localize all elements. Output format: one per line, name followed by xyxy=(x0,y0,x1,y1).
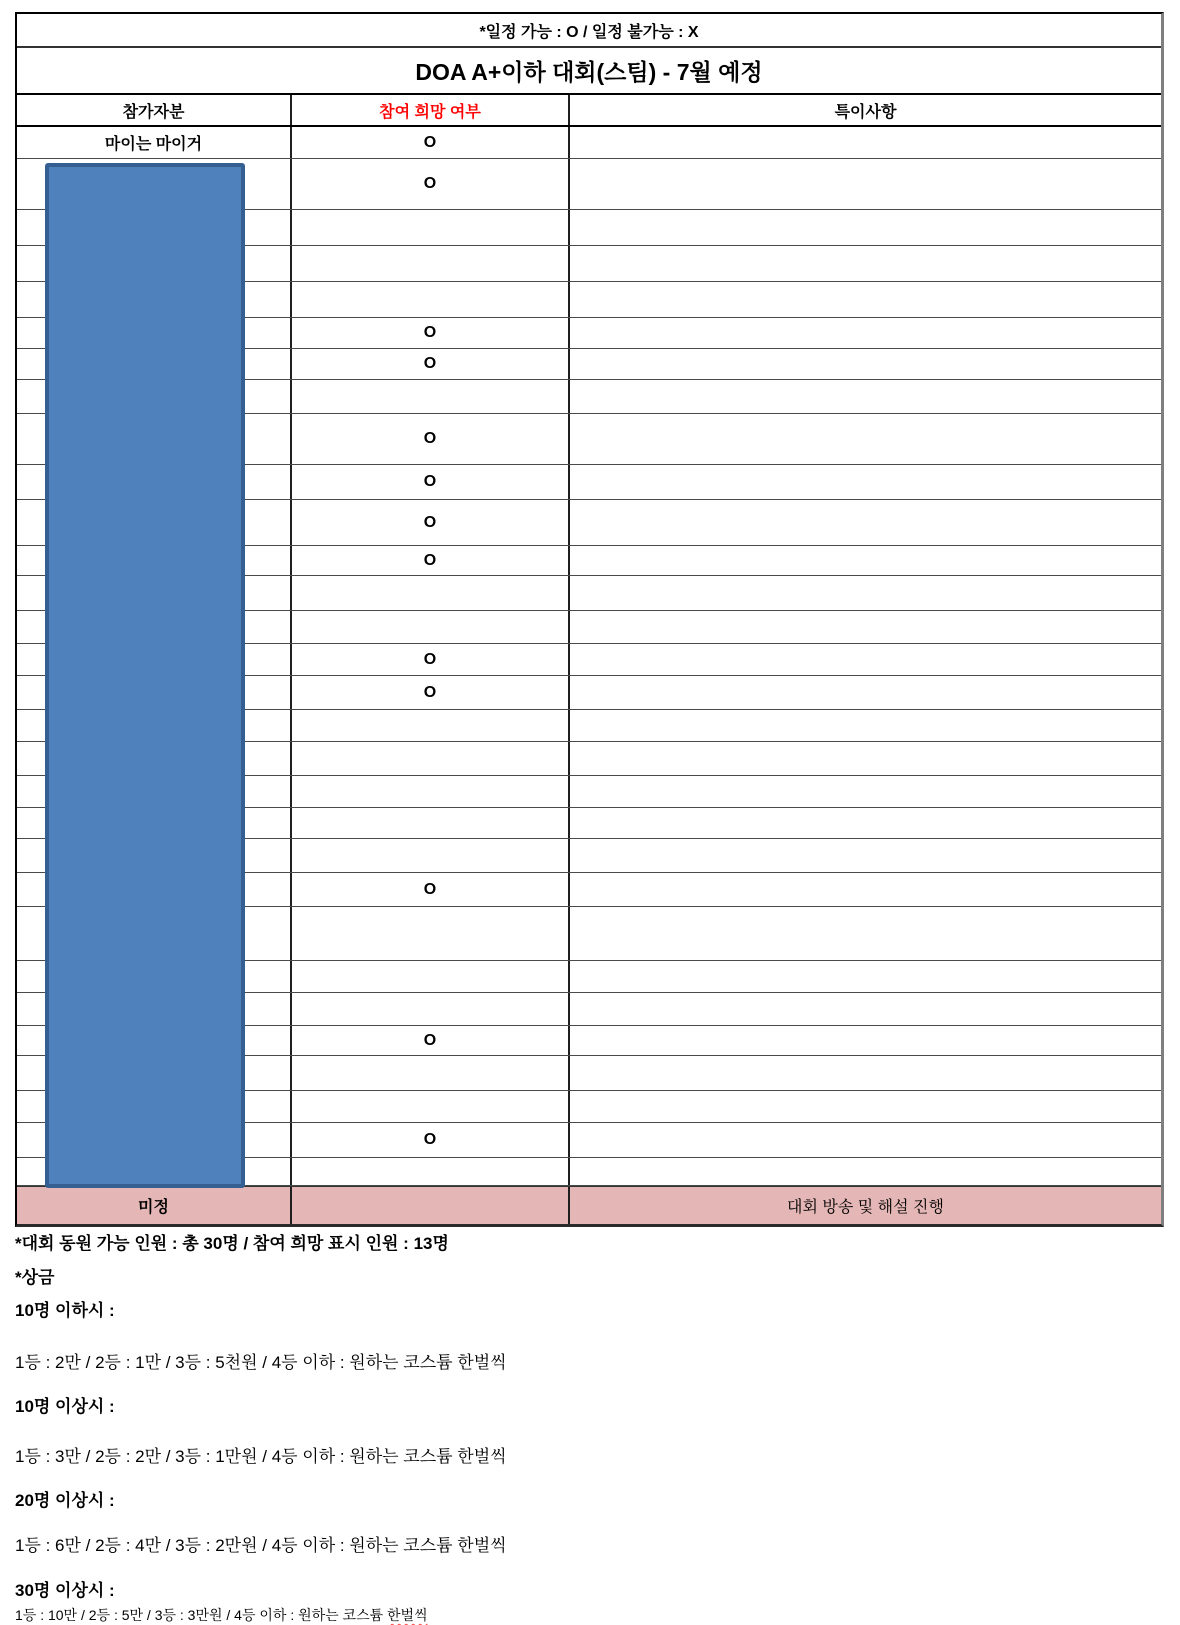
wish-cell[interactable]: O xyxy=(292,500,570,545)
wish-cell[interactable]: O xyxy=(292,127,570,158)
summary-row xyxy=(17,1186,1161,1224)
wish-cell[interactable] xyxy=(292,576,570,610)
note-cell[interactable] xyxy=(570,710,1161,741)
wish-cell[interactable]: O xyxy=(292,349,570,379)
note-cell[interactable] xyxy=(570,318,1161,348)
schedule-legend: *일정 가능 : O / 일정 불가능 : X xyxy=(479,23,699,41)
wish-cell[interactable] xyxy=(292,1158,570,1185)
wish-cell[interactable]: O xyxy=(292,1026,570,1055)
note-cell[interactable] xyxy=(570,1026,1161,1055)
note-cell[interactable] xyxy=(570,808,1161,838)
wish-cell[interactable]: O xyxy=(292,465,570,499)
note-cell[interactable] xyxy=(570,414,1161,464)
summary-wish-cell[interactable] xyxy=(292,1187,570,1224)
wish-cell[interactable]: O xyxy=(292,873,570,906)
wish-cell[interactable] xyxy=(292,210,570,245)
wish-cell[interactable]: O xyxy=(292,318,570,348)
note-cell[interactable] xyxy=(570,873,1161,906)
wish-cell[interactable] xyxy=(292,993,570,1025)
table-header-row xyxy=(17,95,1161,127)
tier-under-10-prizes: 1등 : 2만 / 2등 : 1만 / 3등 : 5천원 / 4등 이하 : 원하는 코스튬 한벌씩 xyxy=(15,1353,507,1372)
note-cell[interactable] xyxy=(570,907,1161,960)
wish-cell[interactable] xyxy=(292,1056,570,1090)
note-cell[interactable] xyxy=(570,127,1161,158)
wish-cell[interactable] xyxy=(292,246,570,281)
wish-cell[interactable] xyxy=(292,808,570,838)
note-cell[interactable] xyxy=(570,576,1161,610)
wish-cell[interactable] xyxy=(292,776,570,807)
summary-note-cell[interactable]: 대회 방송 및 해설 진행 xyxy=(787,1199,944,1216)
note-cell[interactable] xyxy=(570,1056,1161,1090)
tier-over-10-heading: 10명 이상시 : xyxy=(15,1397,115,1416)
wish-cell[interactable]: O xyxy=(292,546,570,575)
tier-over-30-prizes xyxy=(15,1606,1115,1624)
note-cell[interactable] xyxy=(570,611,1161,643)
note-cell[interactable] xyxy=(570,159,1161,209)
wish-cell[interactable]: O xyxy=(292,644,570,675)
wish-cell[interactable]: O xyxy=(292,676,570,709)
note-cell[interactable] xyxy=(570,961,1161,992)
wish-cell[interactable] xyxy=(292,742,570,775)
wish-cell[interactable] xyxy=(292,1091,570,1122)
tier-over-20-heading: 20명 이상시 : xyxy=(15,1491,115,1510)
note-cell[interactable] xyxy=(570,349,1161,379)
note-cell[interactable] xyxy=(570,839,1161,872)
capacity-summary-note: *대회 동원 가능 인원 : 총 30명 / 참여 희망 표시 인원 : 13명 xyxy=(15,1234,449,1253)
tier-over-10-prizes: 1등 : 3만 / 2등 : 2만 / 3등 : 1만원 / 4등 이하 : 원하는 코스튬 한벌씩 xyxy=(15,1447,507,1466)
note-cell[interactable] xyxy=(570,776,1161,807)
prize-heading: *상금 xyxy=(15,1268,55,1287)
note-cell[interactable] xyxy=(570,465,1161,499)
note-cell[interactable] xyxy=(570,676,1161,709)
wish-cell[interactable] xyxy=(292,710,570,741)
tier-over-30-heading: 30명 이상시 : xyxy=(15,1581,115,1600)
note-column-header: 특이사항 xyxy=(834,103,897,121)
participant-cell[interactable]: 마이는 마이거 xyxy=(17,127,292,158)
note-cell[interactable] xyxy=(570,210,1161,245)
note-cell[interactable] xyxy=(570,1091,1161,1122)
tier-over-20-prizes: 1등 : 6만 / 2등 : 4만 / 3등 : 2만원 / 4등 이하 : 원하는 코스튬 한벌씩 xyxy=(15,1536,507,1555)
note-cell[interactable] xyxy=(570,993,1161,1025)
wish-cell[interactable] xyxy=(292,380,570,413)
page-title: DOA A+이하 대회(스팀) - 7월 예정 xyxy=(415,59,763,85)
table-row xyxy=(17,127,1161,159)
participant-column-header: 참가자분 xyxy=(17,95,292,125)
note-cell[interactable] xyxy=(570,644,1161,675)
wish-cell[interactable] xyxy=(292,611,570,643)
note-cell[interactable] xyxy=(570,1158,1161,1185)
note-cell[interactable] xyxy=(570,246,1161,281)
spellcheck-underlined-word: 한벌씩 xyxy=(387,1607,428,1623)
wish-cell[interactable] xyxy=(292,282,570,317)
note-cell[interactable] xyxy=(570,380,1161,413)
wish-cell[interactable] xyxy=(292,839,570,872)
note-cell[interactable] xyxy=(570,500,1161,545)
wish-cell[interactable]: O xyxy=(292,1123,570,1157)
blue-redaction-box xyxy=(45,163,245,1188)
note-cell[interactable] xyxy=(570,282,1161,317)
wish-cell[interactable]: O xyxy=(292,414,570,464)
tier-under-10-heading: 10명 이하시 : xyxy=(15,1301,115,1320)
note-cell[interactable] xyxy=(570,1123,1161,1157)
note-cell[interactable] xyxy=(570,546,1161,575)
tier-over-30-prizes-text: 1등 : 10만 / 2등 : 5만 / 3등 : 3만원 / 4등 이하 : 원하는 코스튬 xyxy=(15,1607,388,1623)
wish-column-header: 참여 희망 여부 xyxy=(292,95,570,125)
note-cell[interactable] xyxy=(570,742,1161,775)
wish-cell[interactable]: O xyxy=(292,159,570,209)
legend-row xyxy=(17,14,1161,48)
title-row xyxy=(17,48,1161,95)
wish-cell[interactable] xyxy=(292,907,570,960)
summary-participant-cell[interactable]: 미정 xyxy=(17,1187,292,1224)
wish-cell[interactable] xyxy=(292,961,570,992)
